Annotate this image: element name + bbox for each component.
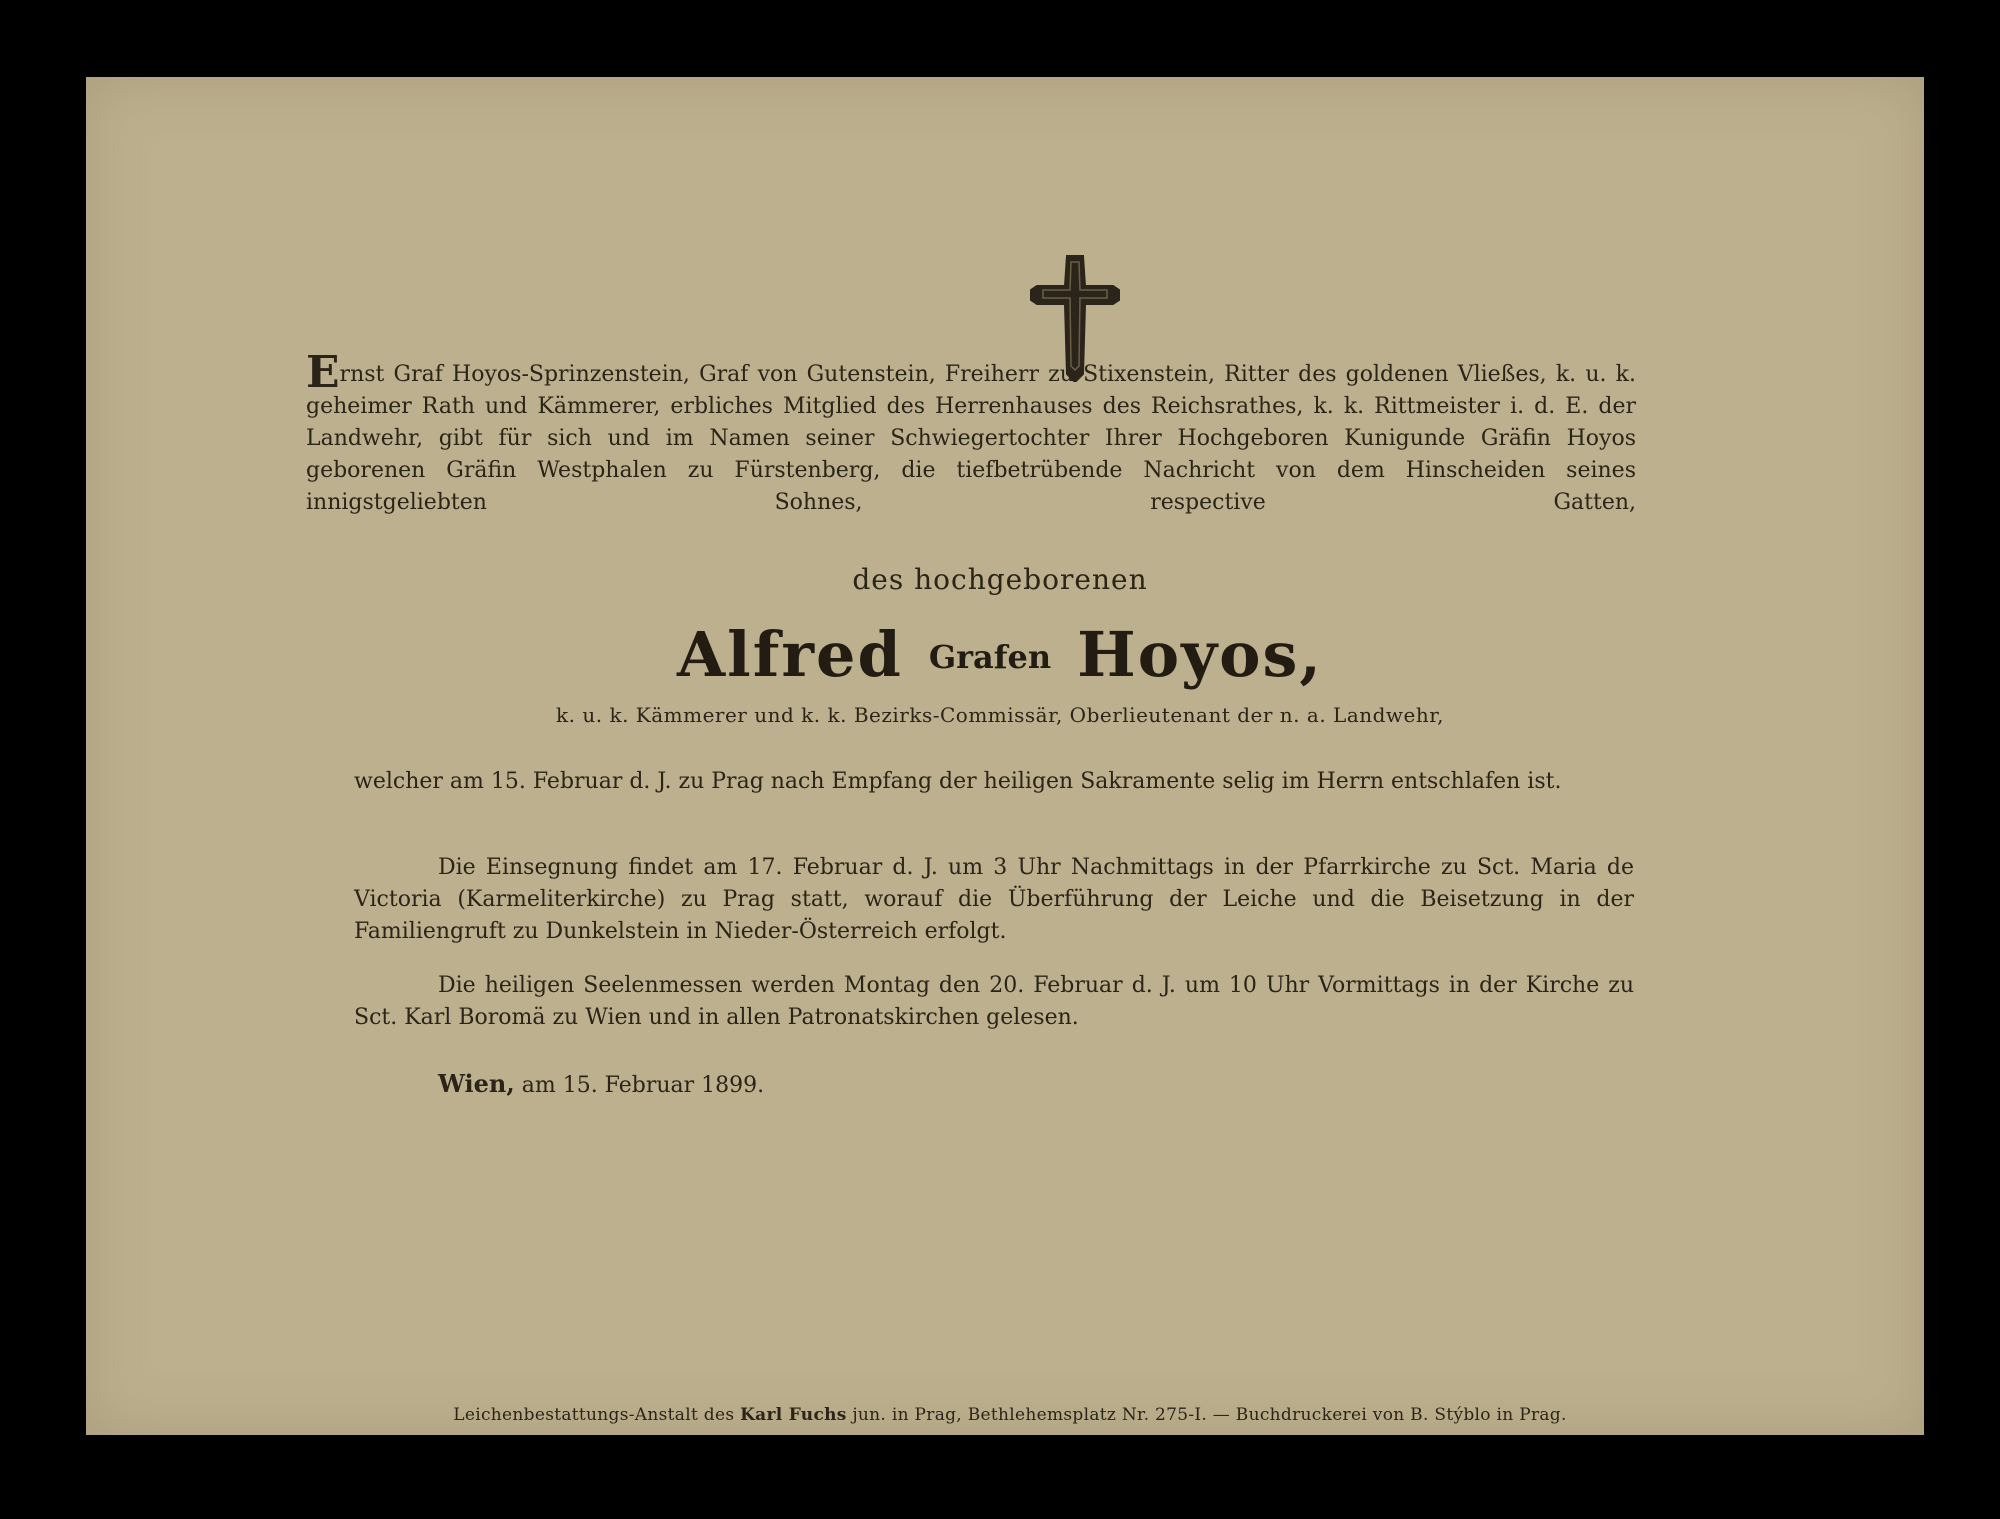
honorific-line: des hochgeborenen	[852, 563, 1148, 596]
deceased-name	[600, 618, 1400, 691]
place: Wien,	[438, 1069, 515, 1098]
date: am 15. Februar 1899.	[521, 1073, 765, 1098]
footer-name: Karl Fuchs	[740, 1405, 847, 1425]
deceased-title: Grafen	[928, 638, 1052, 676]
deceased-titles: k. u. k. Kämmerer und k. k. Bezirks-Commissär, Oberlieutenant der n. a. Landwehr,	[556, 703, 1444, 727]
death-paragraph: welcher am 15. Februar d. J. zu Prag nach Empfang der heiligen Sakramente selig im Herrn entschlafen ist.	[354, 769, 1562, 794]
masses-paragraph: Die heiligen Seelenmessen werden Montag den 20. Februar d. J. um 10 Uhr Vormittags in der Kirche zu Sct. Karl Boromä zu Wien und in allen Patronatskirchen gelesen.	[354, 973, 1634, 1030]
footer-part2: jun. in Prag, Bethlehemsplatz Nr. 275-I. — Buchdruckerei von B. Stýblo in Prag.	[852, 1405, 1567, 1425]
place-date	[438, 1069, 764, 1098]
intro-paragraph	[306, 347, 1636, 519]
footer-part1: Leichenbestattungs-Anstalt des	[453, 1405, 735, 1425]
deceased-first-name: Alfred	[677, 618, 903, 691]
printer-footer	[400, 1405, 1620, 1425]
funeral-paragraph: Die Einsegnung findet am 17. Februar d. J. um 3 Uhr Nachmittags in der Pfarrkirche zu Sct. Maria de Victoria (Karmeliterkirche) zu Prag statt, worauf die Überführung der Leiche und die Beisetzung in der Familiengruft zu Dunkelstein in Nieder-Österreich erfolgt.	[354, 855, 1634, 944]
intro-text: rnst Graf Hoyos-Sprinzenstein, Graf von Gutenstein, Freiherr zu Stixenstein, Ritter des goldenen Vließes, k. u. k. geheimer Rath und Kämmerer, erbliches Mitglied des Herrenhauses des Reichsrathes, k. k. Rittmeister i. d. E. der Landwehr, gibt für sich und im Namen seiner Schwiegertochter Ihrer Hochgeboren Kunigunde Gräfin Hoyos geborenen Gräfin Westphalen zu Fürstenberg, die tiefbetrübende Nachricht von dem Hinscheiden seines innigstgeliebten Sohnes, respective Gatten,	[306, 362, 1636, 515]
deceased-last-name: Hoyos,	[1077, 618, 1323, 691]
mourning-card	[86, 77, 1924, 1435]
initial-letter: E	[306, 347, 340, 398]
